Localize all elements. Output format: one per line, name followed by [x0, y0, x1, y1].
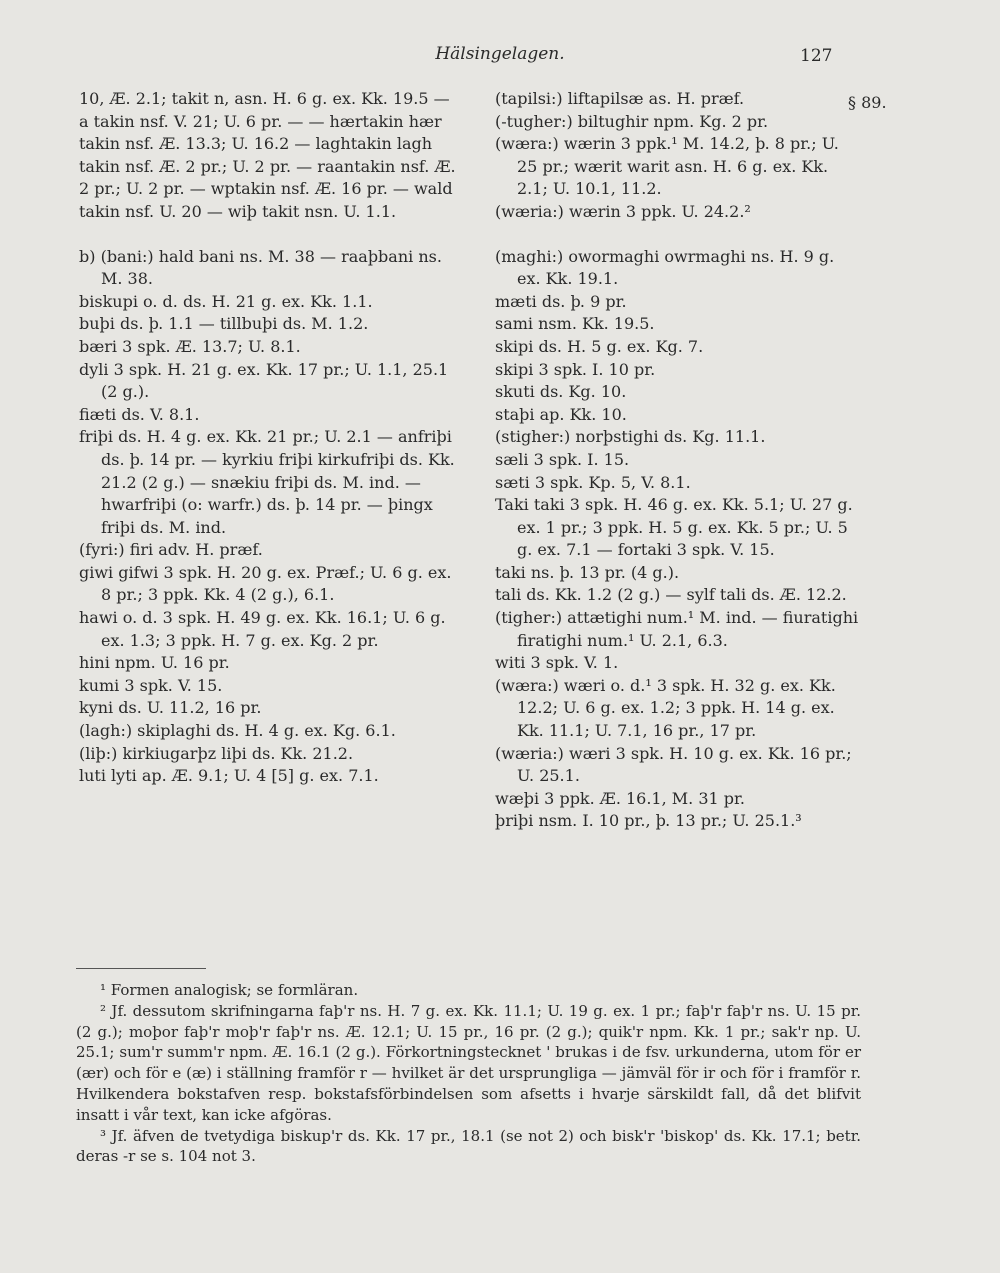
section-mark: § 89.	[848, 93, 887, 112]
entry: friþi ds. H. 4 g. ex. Kk. 21 pr.; U. 2.1 — anfriþi ds. þ. 14 pr. — kyrkiu friþi kirkufriþi ds. Kk. 21.2 (2 g.) — snækiu friþi ds. M. ind. — hwarfriþi (o: warfr.) ds. þ. 14 pr. — þingx friþi ds. M. ind.	[79, 427, 455, 537]
entry: giwi gifwi 3 spk. H. 20 g. ex. Præf.; U. 6 g. ex. 8 pr.; 3 ppk. Kk. 4 (2 g.), 6.1.	[79, 562, 452, 605]
entry: (-tugher:) biltughir npm. Kg. 2 pr.	[495, 111, 769, 131]
entry: skipi ds. H. 5 g. ex. Kg. 7.	[495, 336, 704, 356]
entry: Taki taki 3 spk. H. 46 g. ex. Kk. 5.1; U. 27 g. ex. 1 pr.; 3 ppk. H. 5 g. ex. Kk. 5 pr.; U. 5 g. ex. 7.1 — fortaki 3 spk. V. 15.	[495, 495, 853, 560]
entry: bæri 3 spk. Æ. 13.7; U. 8.1.	[79, 336, 301, 356]
entry: witi 3 spk. V. 1.	[495, 653, 619, 673]
entry: b) (bani:) hald bani ns. M. 38 — raaþbani ns. M. 38.	[79, 246, 442, 289]
entry: sæli 3 spk. I. 15.	[495, 449, 630, 469]
entry: (wæra:) wæri o. d.¹ 3 spk. H. 32 g. ex. Kk. 12.2; U. 6 g. ex. 1.2; 3 ppk. H. 14 g. ex. Kk. 11.1; U. 7.1, 16 pr., 17 pr.	[495, 675, 836, 741]
page-number: 127	[800, 46, 833, 66]
entry: hawi o. d. 3 spk. H. 49 g. ex. Kk. 16.1; U. 6 g. ex. 1.3; 3 ppk. H. 7 g. ex. Kg. 2 pr.	[79, 608, 446, 650]
entry: biskupi o. d. ds. H. 21 g. ex. Kk. 1.1.	[79, 291, 373, 311]
entry: kyni ds. U. 11.2, 16 pr.	[79, 698, 262, 718]
footnote: ² Jf. dessutom skrifningarna faþ'r ns. H. 7 g. ex. Kk. 11.1; U. 19 g. ex. 1 pr.; faþ'r faþ'r ns. U. 15 pr. (2 g.); moþor faþ'r moþ'r faþ'r ns. Æ. 12.1; U. 15 pr., 16 pr. (2 g.); quik'r npm. Kk. 1 pr.; sak'r np. U. 25.1; sum'r summ'r npm. Æ. 16.1 (2 g.). Förkortningstecknet ' brukas i de fsv. urkunderna, utom för er (ær) och för e (æ) i ställning framför r — hvilket är det ursprungliga — jämväl för ir och för i framför r. Hvilkendera bokstafven resp. bokstafsförbindelsen som afsetts i hvarje särskildt fall, då det blifvit insatt i vår text, kan icke afgöras.	[76, 1001, 861, 1124]
entry: (tigher:) attætighi num.¹ M. ind. — fiuratighi firatighi num.¹ U. 2.1, 6.3.	[495, 608, 859, 650]
entry: sæti 3 spk. Kp. 5, V. 8.1.	[495, 472, 691, 492]
entry: taki ns. þ. 13 pr. (4 g.).	[495, 562, 680, 582]
entry: (lagh:) skiplaghi ds. H. 4 g. ex. Kg. 6.1.	[79, 721, 396, 741]
entry: skuti ds. Kg. 10.	[495, 382, 627, 402]
left-column	[79, 88, 464, 788]
footnote: ¹ Formen analogisk; se formläran.	[100, 981, 359, 999]
spacer	[79, 224, 464, 246]
entry: dyli 3 spk. H. 21 g. ex. Kk. 17 pr.; U. 1.1, 25.1 (2 g.).	[79, 359, 449, 402]
entry: kumi 3 spk. V. 15.	[79, 675, 223, 695]
entry: skipi 3 spk. I. 10 pr.	[495, 359, 656, 379]
entry: (fyri:) firi adv. H. præf.	[79, 540, 263, 560]
entry: (wæra:) wærin 3 ppk.¹ M. 14.2, þ. 8 pr.; U. 25 pr.; wærit warit asn. H. 6 g. ex. Kk. 2.1; U. 10.1, 11.2.	[495, 134, 839, 199]
entry: buþi ds. þ. 1.1 — tillbuþi ds. M. 1.2.	[79, 314, 369, 334]
entry: (stigher:) norþstighi ds. Kg. 11.1.	[495, 427, 766, 447]
footnote-divider	[76, 968, 206, 969]
footnotes	[76, 980, 861, 1167]
running-title: Hälsingelagen.	[435, 44, 565, 64]
entry: mæti ds. þ. 9 pr.	[495, 291, 627, 311]
entry: fiæti ds. V. 8.1.	[79, 404, 200, 424]
entry: wæþi 3 ppk. Æ. 16.1, M. 31 pr.	[495, 788, 745, 808]
right-column	[495, 88, 860, 833]
entry: (liþ:) kirkiugarþz liþi ds. Kk. 21.2.	[79, 743, 354, 763]
entry: (maghi:) owormaghi owrmaghi ns. H. 9 g. ex. Kk. 19.1.	[495, 246, 835, 289]
footnote: ³ Jf. äfven de tvetydiga biskup'r ds. Kk. 17 pr., 18.1 (se not 2) och bisk'r 'biskop' ds. Kk. 17.1; betr. deras -r se s. 104 not 3.	[76, 1126, 861, 1166]
entry: (wæria:) wæri 3 spk. H. 10 g. ex. Kk. 16 pr.; U. 25.1.	[495, 743, 852, 786]
entry: luti lyti ap. Æ. 9.1; U. 4 [5] g. ex. 7.1.	[79, 766, 379, 786]
entry: (wæria:) wærin 3 ppk. U. 24.2.²	[495, 201, 751, 221]
entry: tali ds. Kk. 1.2 (2 g.) — sylf tali ds. Æ. 12.2.	[495, 585, 847, 605]
entry: hini npm. U. 16 pr.	[79, 653, 230, 673]
entry: sami nsm. Kk. 19.5.	[495, 314, 655, 334]
entry: þriþi nsm. I. 10 pr., þ. 13 pr.; U. 25.1.³	[495, 811, 802, 831]
entry: staþi ap. Kk. 10.	[495, 404, 627, 424]
entry: 10, Æ. 2.1; takit n, asn. H. 6 g. ex. Kk. 19.5 — a takin nsf. V. 21; U. 6 pr. — — hærtakin hær takin nsf. Æ. 13.3; U. 16.2 — laghtakin lagh takin nsf. Æ. 2 pr.; U. 2 pr. — raantakin nsf. Æ. 2 pr.; U. 2 pr. — wptakin nsf. Æ. 16 pr. — wald takin nsf. U. 20 — wiþ takit nsn. U. 1.1.	[79, 89, 456, 221]
spacer	[495, 224, 860, 246]
entry: (tapilsi:) liftapilsæ as. H. præf.	[495, 89, 745, 108]
